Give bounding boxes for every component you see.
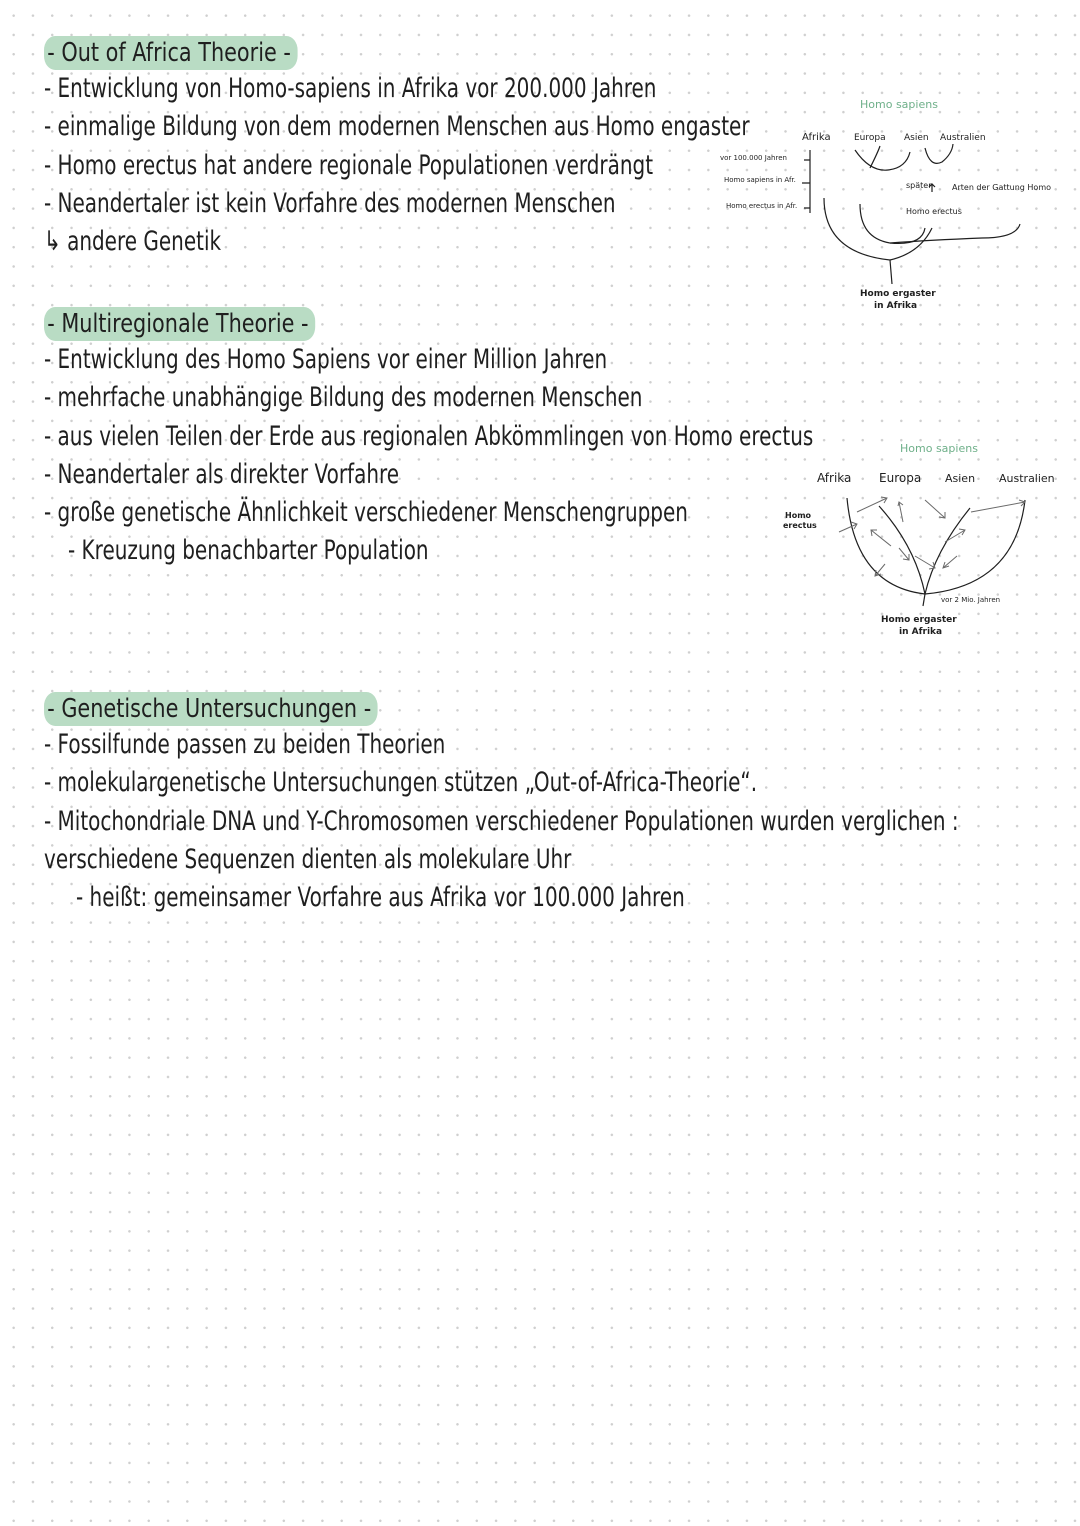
text-line: - mehrfache unabhängige Bildung des modernen Menschen bbox=[44, 382, 643, 414]
note-genus: Arten der Gattung Homo bbox=[952, 183, 1051, 192]
root-label: in Afrika bbox=[899, 627, 943, 637]
root-label: Homo ergaster bbox=[860, 289, 936, 299]
text-line: - molekulargenetische Untersuchungen stützen „Out-of-Africa-Theorie“. bbox=[44, 767, 758, 799]
region-label: Australien bbox=[940, 133, 986, 143]
root-label: in Afrika bbox=[874, 301, 918, 311]
text-line: - Homo erectus hat andere regionale Populationen verdrängt bbox=[44, 149, 654, 181]
text-line: - Neandertaler als direkter Vorfahre bbox=[44, 458, 400, 490]
region-label: Australien bbox=[999, 472, 1055, 485]
diagram-title: Homo sapiens bbox=[900, 442, 978, 455]
section-genetic-studies bbox=[44, 692, 1080, 917]
tree-branches bbox=[847, 498, 1025, 606]
diagram-out-of-africa bbox=[720, 88, 1076, 320]
text-line: - Fossilfunde passen zu beiden Theorien bbox=[44, 729, 446, 760]
text-line: - Mitochondriale DNA und Y-Chromosomen verschiedener Populationen wurden verglichen : bbox=[44, 805, 959, 837]
region-label: Europa bbox=[854, 133, 886, 143]
note-later: später bbox=[906, 181, 932, 190]
heading-genetic-studies: - Genetische Untersuchungen - bbox=[44, 692, 378, 726]
diagram-multiregional bbox=[775, 436, 1071, 646]
heading-multiregional: - Multiregionale Theorie - bbox=[44, 307, 315, 341]
left-note: Homo bbox=[785, 511, 812, 520]
region-label: Afrika bbox=[802, 132, 831, 143]
text-line: - Kreuzung benachbarter Population bbox=[68, 535, 429, 567]
root-label: Homo ergaster bbox=[881, 615, 957, 625]
text-line: - Neandertaler ist kein Vorfahre des modernen Menschen bbox=[44, 187, 616, 219]
region-label: Europa bbox=[879, 471, 922, 485]
text-line: verschiedene Sequenzen dienten als molekulare Uhr bbox=[44, 843, 572, 875]
heading-out-of-africa: - Out of Africa Theorie - bbox=[44, 36, 297, 70]
text-line: - heißt: gemeinsamer Vorfahre aus Afrika vor 100.000 Jahren bbox=[76, 882, 685, 914]
region-label: Asien bbox=[904, 133, 929, 143]
text-line: - einmalige Bildung von dem modernen Menschen aus Homo engaster bbox=[44, 111, 750, 143]
text-line: - Entwicklung von Homo-sapiens in Afrika vor 200.000 Jahren bbox=[44, 73, 657, 104]
text-line: ↳ andere Genetik bbox=[44, 226, 222, 258]
text-line: - aus vielen Teilen der Erde aus regionalen Abkömmlingen von Homo erectus bbox=[44, 420, 814, 452]
text-line: - große genetische Ähnlichkeit verschiedener Menschengruppen bbox=[44, 497, 688, 529]
text-line: - Entwicklung des Homo Sapiens vor einer Million Jahren bbox=[44, 344, 608, 375]
time-note: vor 2 Mio. Jahren bbox=[941, 596, 1001, 604]
left-note: vor 100.000 Jahren bbox=[720, 154, 787, 162]
left-note: Homo sapiens in Afr. bbox=[724, 176, 796, 184]
region-label: Afrika bbox=[817, 471, 852, 485]
note-erectus: Homo erectus bbox=[906, 207, 962, 216]
left-note: Homo erectus in Afr. bbox=[726, 202, 798, 210]
left-note: erectus bbox=[783, 521, 817, 530]
diagram-title: Homo sapiens bbox=[860, 98, 938, 111]
region-label: Asien bbox=[945, 472, 976, 485]
